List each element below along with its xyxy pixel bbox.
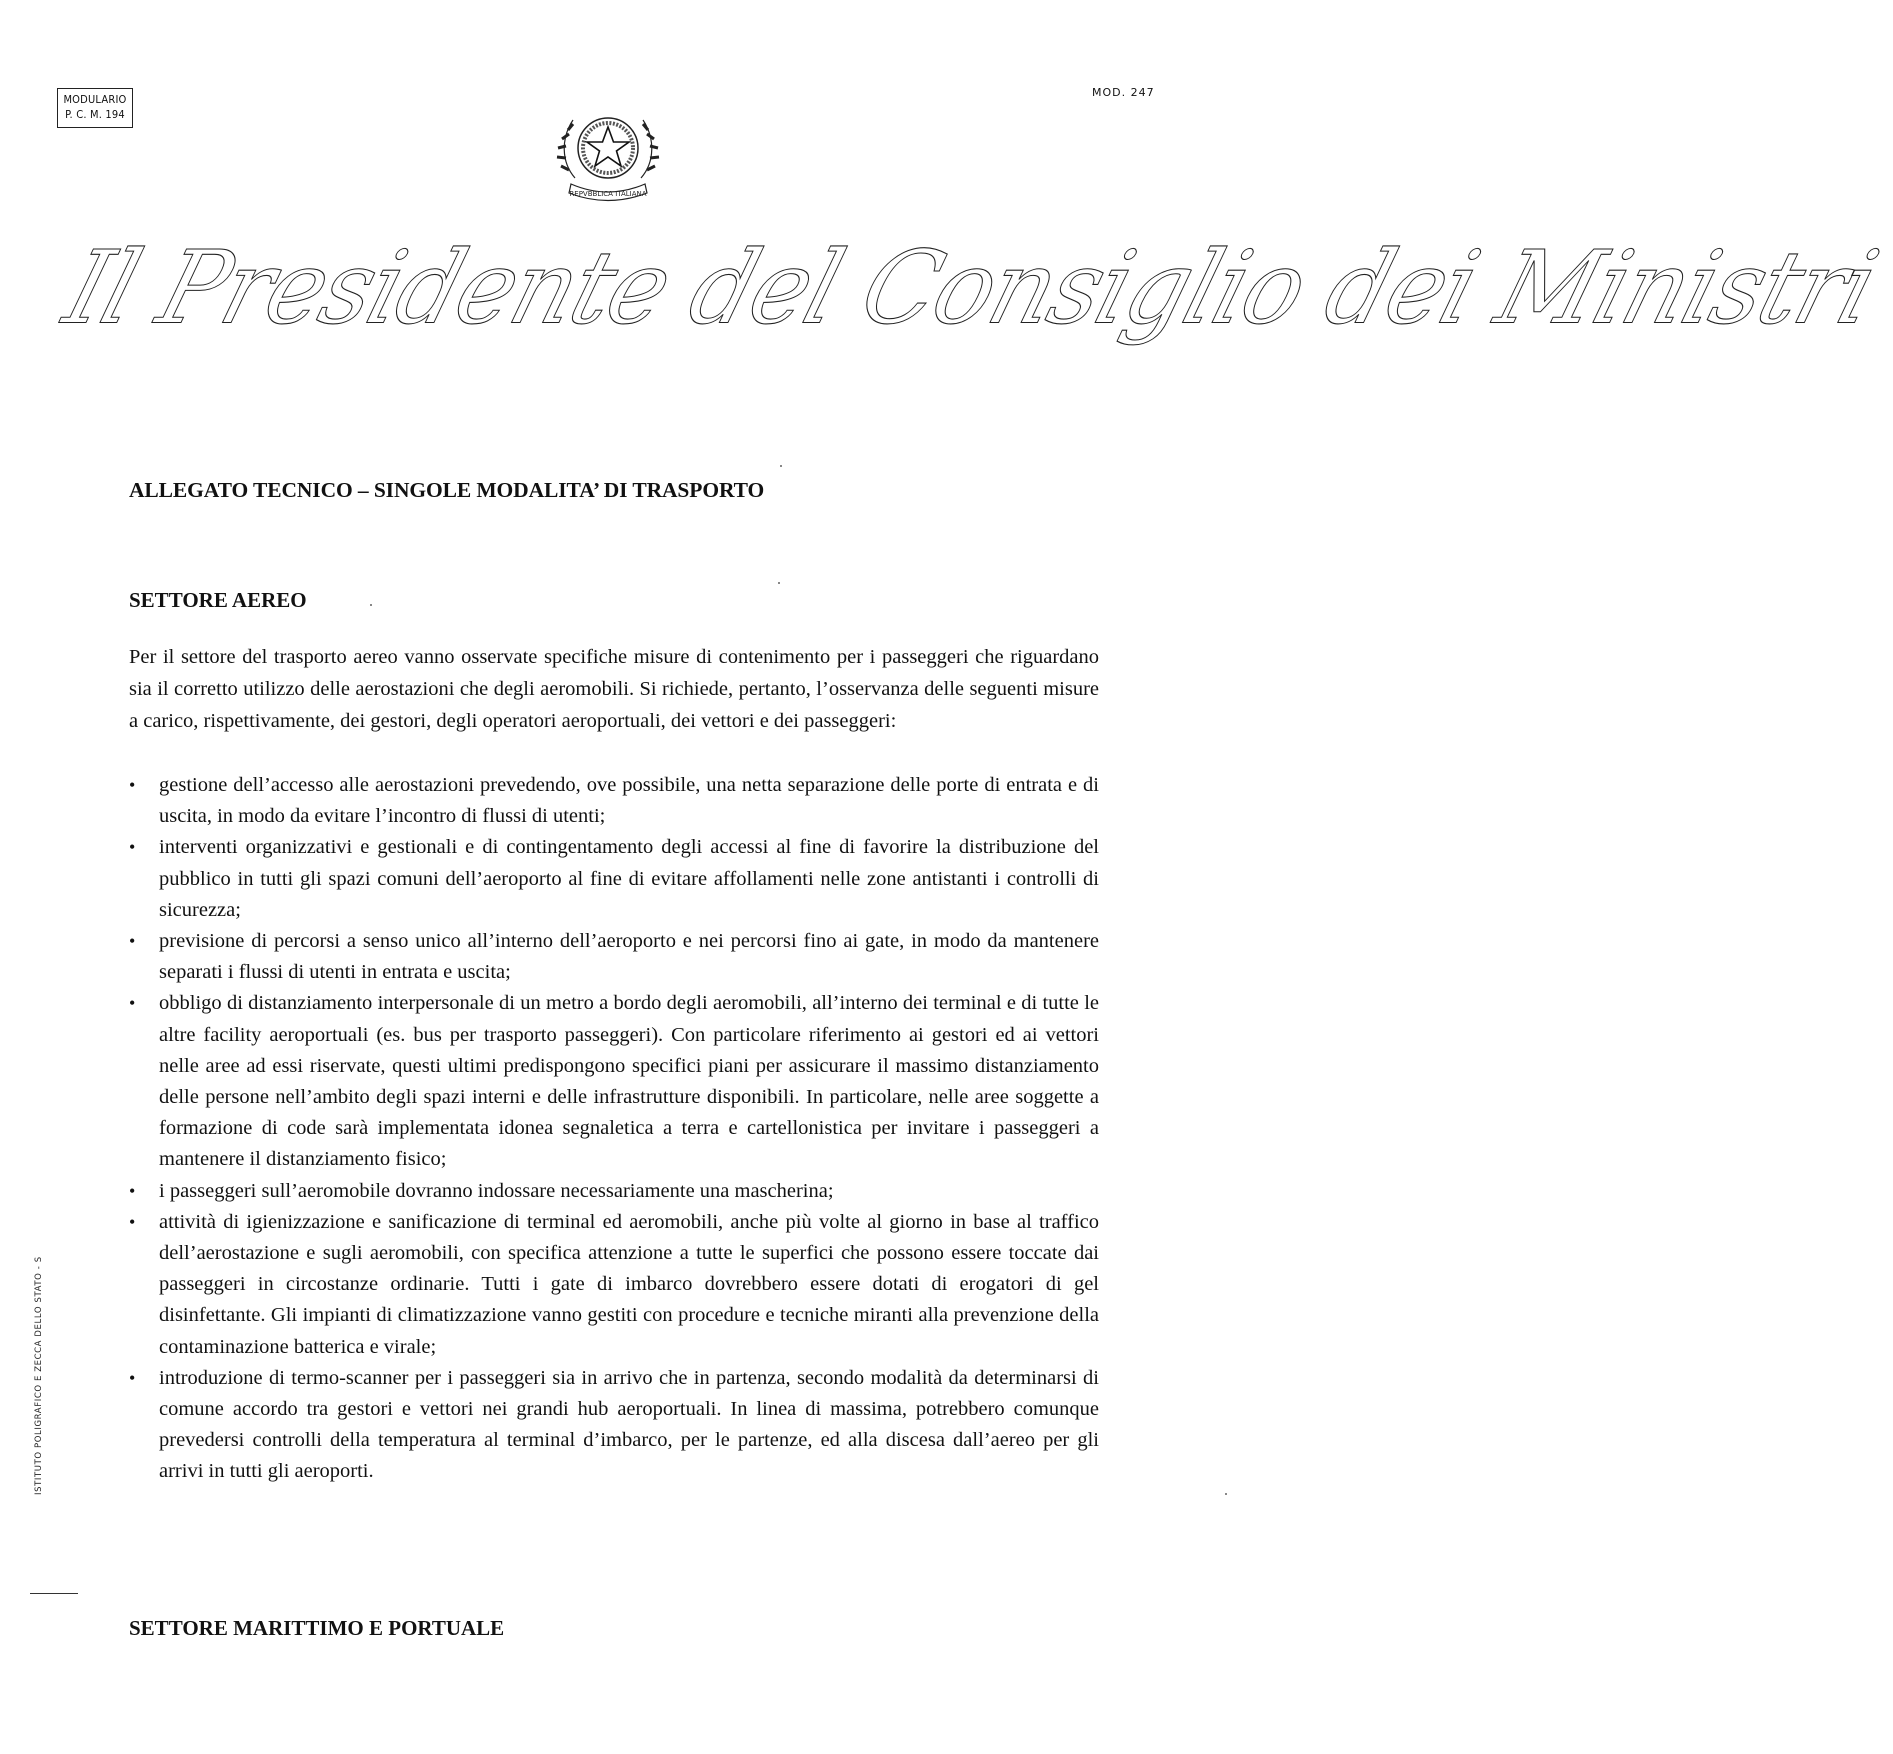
bullet-icon: • [129, 993, 136, 1014]
printer-imprint: ISTITUTO POLIGRAFICO E ZECCA DELLO STATO - S [34, 1256, 44, 1495]
bullet-icon: • [129, 1211, 136, 1232]
list-item-text: attività di igienizzazione e sanificazione di terminal ed aeromobili, anche più volte al giorno in base al traffico dell’aerostazione e sugli aeromobili, con specifica attenzione a tutte le superfici che possono essere toccate dai passeggeri in circostanze ordinarie. Tutti i gate di imbarco dovrebbero essere dotati di erogatori di gel disinfettante. Gli impianti di climatizzazione vanno gestiti con procedure e tecniche miranti alla prevenzione della contaminazione batterica e virale; [159, 1210, 1099, 1358]
bullet-icon: • [129, 1180, 136, 1201]
list-item [129, 1363, 1099, 1488]
section-heading-marittimo: SETTORE MARITTIMO E PORTUALE [129, 1616, 505, 1640]
bullet-icon: • [129, 775, 136, 795]
section-intro-paragraph: Per il settore del trasporto aereo vanno osservate specifiche misure di contenimento per i passeggeri che riguardano sia il corretto utilizzo delle aerostazioni che degli aeromobili. Si richiede, pertanto, l’osservanza delle seguenti misure a carico, rispettivamente, dei gestori, degli operatori aeroportuali, dei vettori e dei passeggeri: [129, 646, 1099, 732]
list-item [129, 770, 1099, 832]
form-code: MOD. 247 [1092, 86, 1155, 99]
list-item [129, 832, 1099, 926]
list-item-text: introduzione di termo-scanner per i passeggeri sia in arrivo che in partenza, secondo modalità da determinarsi di comune accordo tra gestori e vettori nei grandi hub aeroportuali. In linea di massima, potrebbero comunque prevedersi controlli della temperatura al terminal d’imbarco, per le partenze, ed alla discesa dall’aereo per gli arrivi in tutti gli aeroporti. [159, 1366, 1099, 1483]
list-item [129, 1176, 1099, 1207]
measures-list [129, 770, 1099, 1488]
list-item-text: i passeggeri sull’aeromobile dovranno indossare necessariamente una mascherina; [159, 1179, 834, 1202]
bullet-icon: • [129, 837, 136, 858]
list-item-text: previsione di percorsi a senso unico all’interno dell’aeroporto e nei percorsi fino ai gate, in modo da mantenere separati i flussi di utenti in entrata e uscita; [159, 930, 1099, 984]
list-item-text: obbligo di distanziamento interpersonale di un metro a bordo degli aeromobili, all’interno dei terminal e di tutte le altre facility aeroportuali (es. bus per trasporto passeggeri). Con particolare riferimento ai gestori ed ai vettori nelle aree ad essi riservate, questi ultimi predispongono specifici piani per assicurare il massimo distanziamento delle persone nell’ambito degli spazi interni e delle infrastrutture disponibili. In particolare, nelle aree soggette a formazione di code sarà implementata idonea segnaletica a terra e cartellonistica per invitare i passeggeri a mantenere il distanziamento fisico; [159, 992, 1099, 1171]
section-heading-aereo: SETTORE AEREO [129, 588, 307, 612]
list-item [129, 1207, 1099, 1363]
scan-speck [778, 582, 780, 584]
form-box-line-2: P. C. M. 194 [65, 108, 125, 121]
list-item-text: interventi organizzativi e gestionali e di contingentamento degli accessi al fine di favorire la distribuzione del pubblico in tutti gli spazi comuni dell’aeroporto al fine di evitare affollamenti nelle zone antistanti i controlli di sicurezza; [159, 836, 1099, 921]
emblem-ribbon-text: REPVBBLICA ITALIANA [569, 190, 647, 198]
margin-rule [30, 1593, 78, 1594]
scan-speck [1225, 1493, 1227, 1495]
list-item-text: gestione dell’accesso alle aerostazioni prevedendo, ove possibile, una netta separazione delle porte di entrata e di uscita, in modo da evitare l’incontro di flussi di utenti; [159, 774, 1099, 828]
list-item [129, 988, 1099, 1175]
office-title: Il Presidente del Consiglio dei Ministri [53, 229, 1889, 347]
scan-speck [370, 604, 372, 606]
bullet-icon: • [129, 931, 136, 952]
list-item [129, 926, 1099, 988]
form-box-line-1: MODULARIO [63, 93, 127, 106]
form-code-box [57, 88, 133, 128]
italian-republic-emblem-icon [553, 100, 663, 208]
bullet-icon: • [129, 1367, 136, 1388]
document-title: ALLEGATO TECNICO – SINGOLE MODALITA’ DI TRASPORTO [129, 478, 765, 502]
scan-speck [780, 465, 782, 467]
